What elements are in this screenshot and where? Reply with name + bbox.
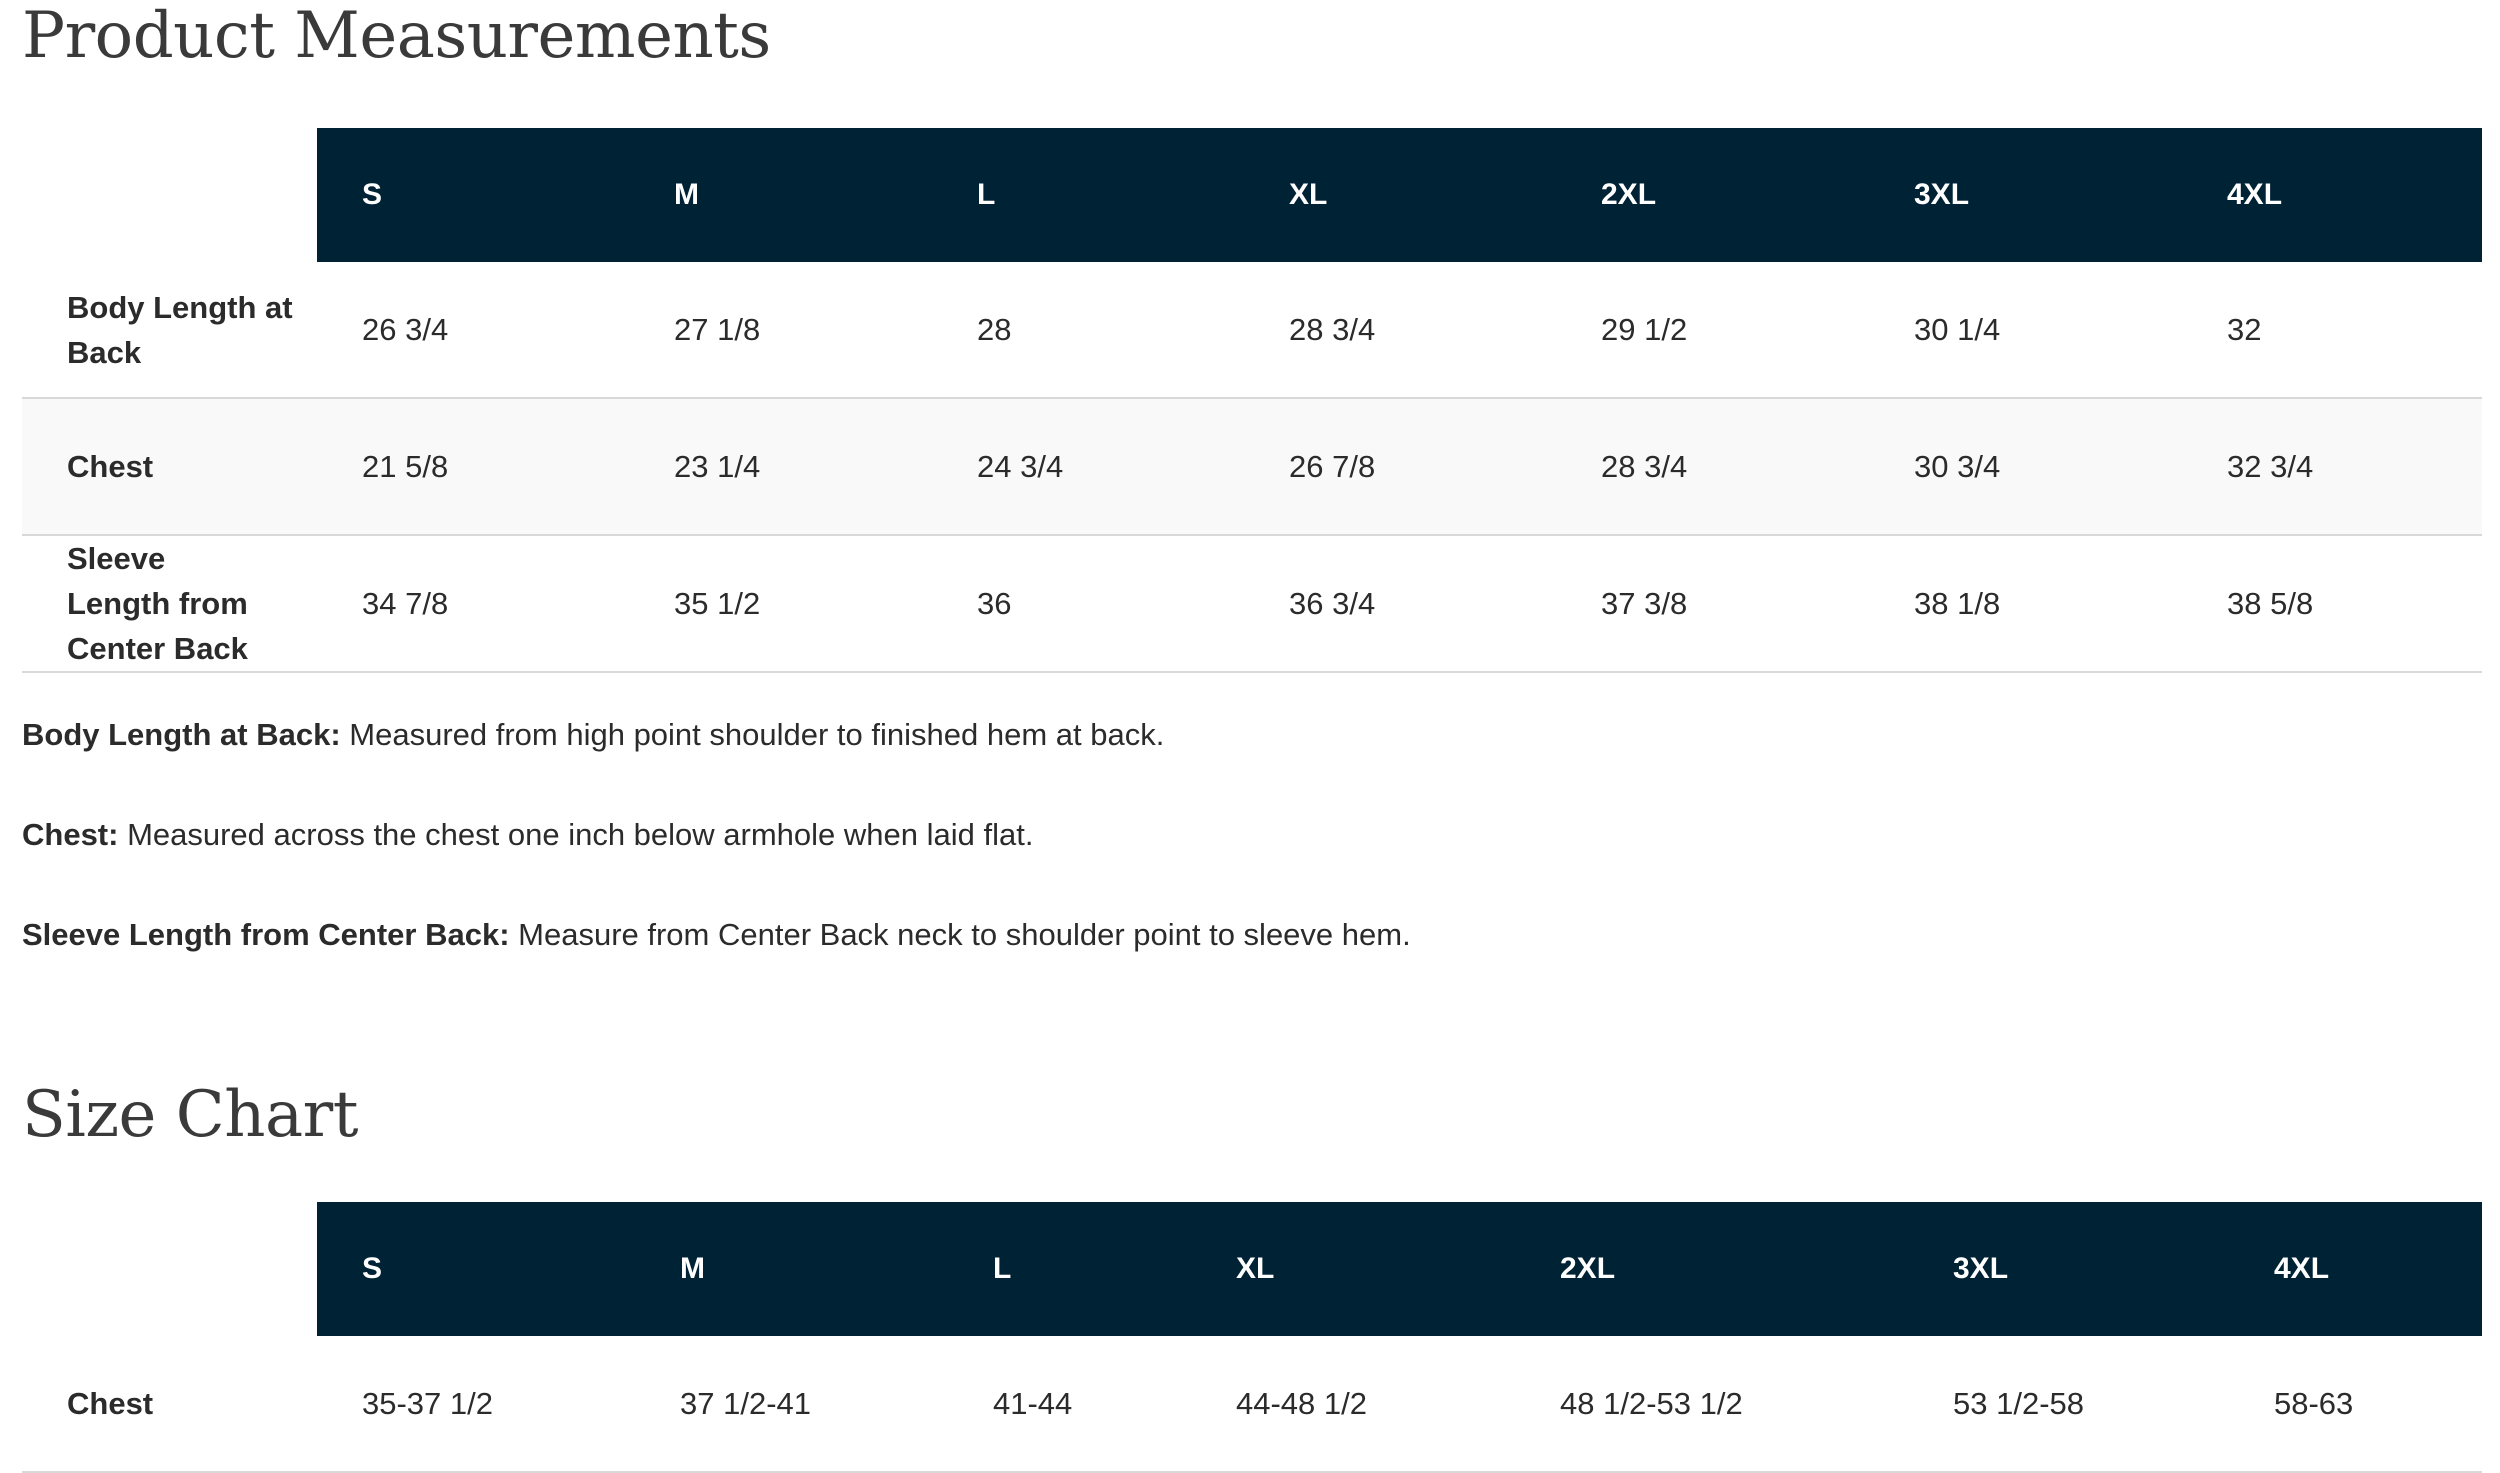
table-cell: 26 7/8 [1244,398,1556,535]
product-measurements-table [22,128,2482,673]
note-text: Measured from high point shoulder to finished hem at back. [340,717,1165,752]
size-header-4xl: 4XL [2182,128,2482,262]
size-header-3xl: 3XL [1908,1202,2229,1336]
table-cell: 37 3/8 [1556,535,1869,672]
row-label-chest: Chest [22,1336,317,1472]
table-row [22,262,2482,398]
table-cell: 27 1/8 [629,262,932,398]
table-cell: 48 1/2-53 1/2 [1515,1336,1908,1472]
note-term: Sleeve Length from Center Back: [22,917,510,952]
table-cell: 29 1/2 [1556,262,1869,398]
table-cell: 36 [932,535,1244,672]
size-header-s: S [317,128,629,262]
size-header-2xl: 2XL [1556,128,1869,262]
size-header-4xl: 4XL [2229,1202,2482,1336]
note-sleeve-length [22,912,2422,1012]
table-cell: 37 1/2-41 [635,1336,948,1472]
table-row [22,1336,2482,1472]
size-header-xl: XL [1244,128,1556,262]
size-header-2xl: 2XL [1515,1202,1908,1336]
table-cell: 32 3/4 [2182,398,2482,535]
table-cell: 30 1/4 [1869,262,2182,398]
size-header-l: L [932,128,1244,262]
table-cell: 32 [2182,262,2482,398]
table-cell: 36 3/4 [1244,535,1556,672]
size-header-s: S [317,1202,635,1336]
table-cell: 26 3/4 [317,262,629,398]
measurement-notes [22,712,2422,1012]
table-row [22,398,2482,535]
note-text: Measured across the chest one inch below armhole when laid flat. [118,817,1034,852]
row-label-chest: Chest [22,398,317,535]
row-label-sleeve-length: Sleeve Length from Center Back [22,535,317,672]
table-cell: 53 1/2-58 [1908,1336,2229,1472]
note-chest [22,812,2422,912]
table-cell: 44-48 1/2 [1191,1336,1515,1472]
table-cell: 23 1/4 [629,398,932,535]
table-cell: 38 1/8 [1869,535,2182,672]
table-cell: 28 3/4 [1244,262,1556,398]
table-cell: 28 [932,262,1244,398]
table-cell: 35-37 1/2 [317,1336,635,1472]
size-chart-table [22,1202,2482,1473]
table-row [22,535,2482,672]
header-corner [22,128,317,262]
table-cell: 38 5/8 [2182,535,2482,672]
header-corner [22,1202,317,1336]
table-cell: 21 5/8 [317,398,629,535]
note-term: Chest: [22,817,119,852]
note-body-length [22,712,2422,812]
table-cell: 30 3/4 [1869,398,2182,535]
table-cell: 24 3/4 [932,398,1244,535]
size-header-m: M [635,1202,948,1336]
size-header-3xl: 3XL [1869,128,2182,262]
table-cell: 41-44 [948,1336,1191,1472]
measurements-header-row [22,128,2482,262]
table-cell: 58-63 [2229,1336,2482,1472]
row-label-body-length: Body Length at Back [22,262,317,398]
size-header-m: M [629,128,932,262]
size-header-xl: XL [1191,1202,1515,1336]
size-chart-header-row [22,1202,2482,1336]
note-text: Measure from Center Back neck to shoulder point to sleeve hem. [509,917,1411,952]
table-cell: 28 3/4 [1556,398,1869,535]
product-measurements-title: Product Measurements [22,0,771,73]
table-cell: 34 7/8 [317,535,629,672]
size-header-l: L [948,1202,1191,1336]
table-cell: 35 1/2 [629,535,932,672]
size-chart-title: Size Chart [22,1078,358,1152]
note-term: Body Length at Back: [22,717,341,752]
